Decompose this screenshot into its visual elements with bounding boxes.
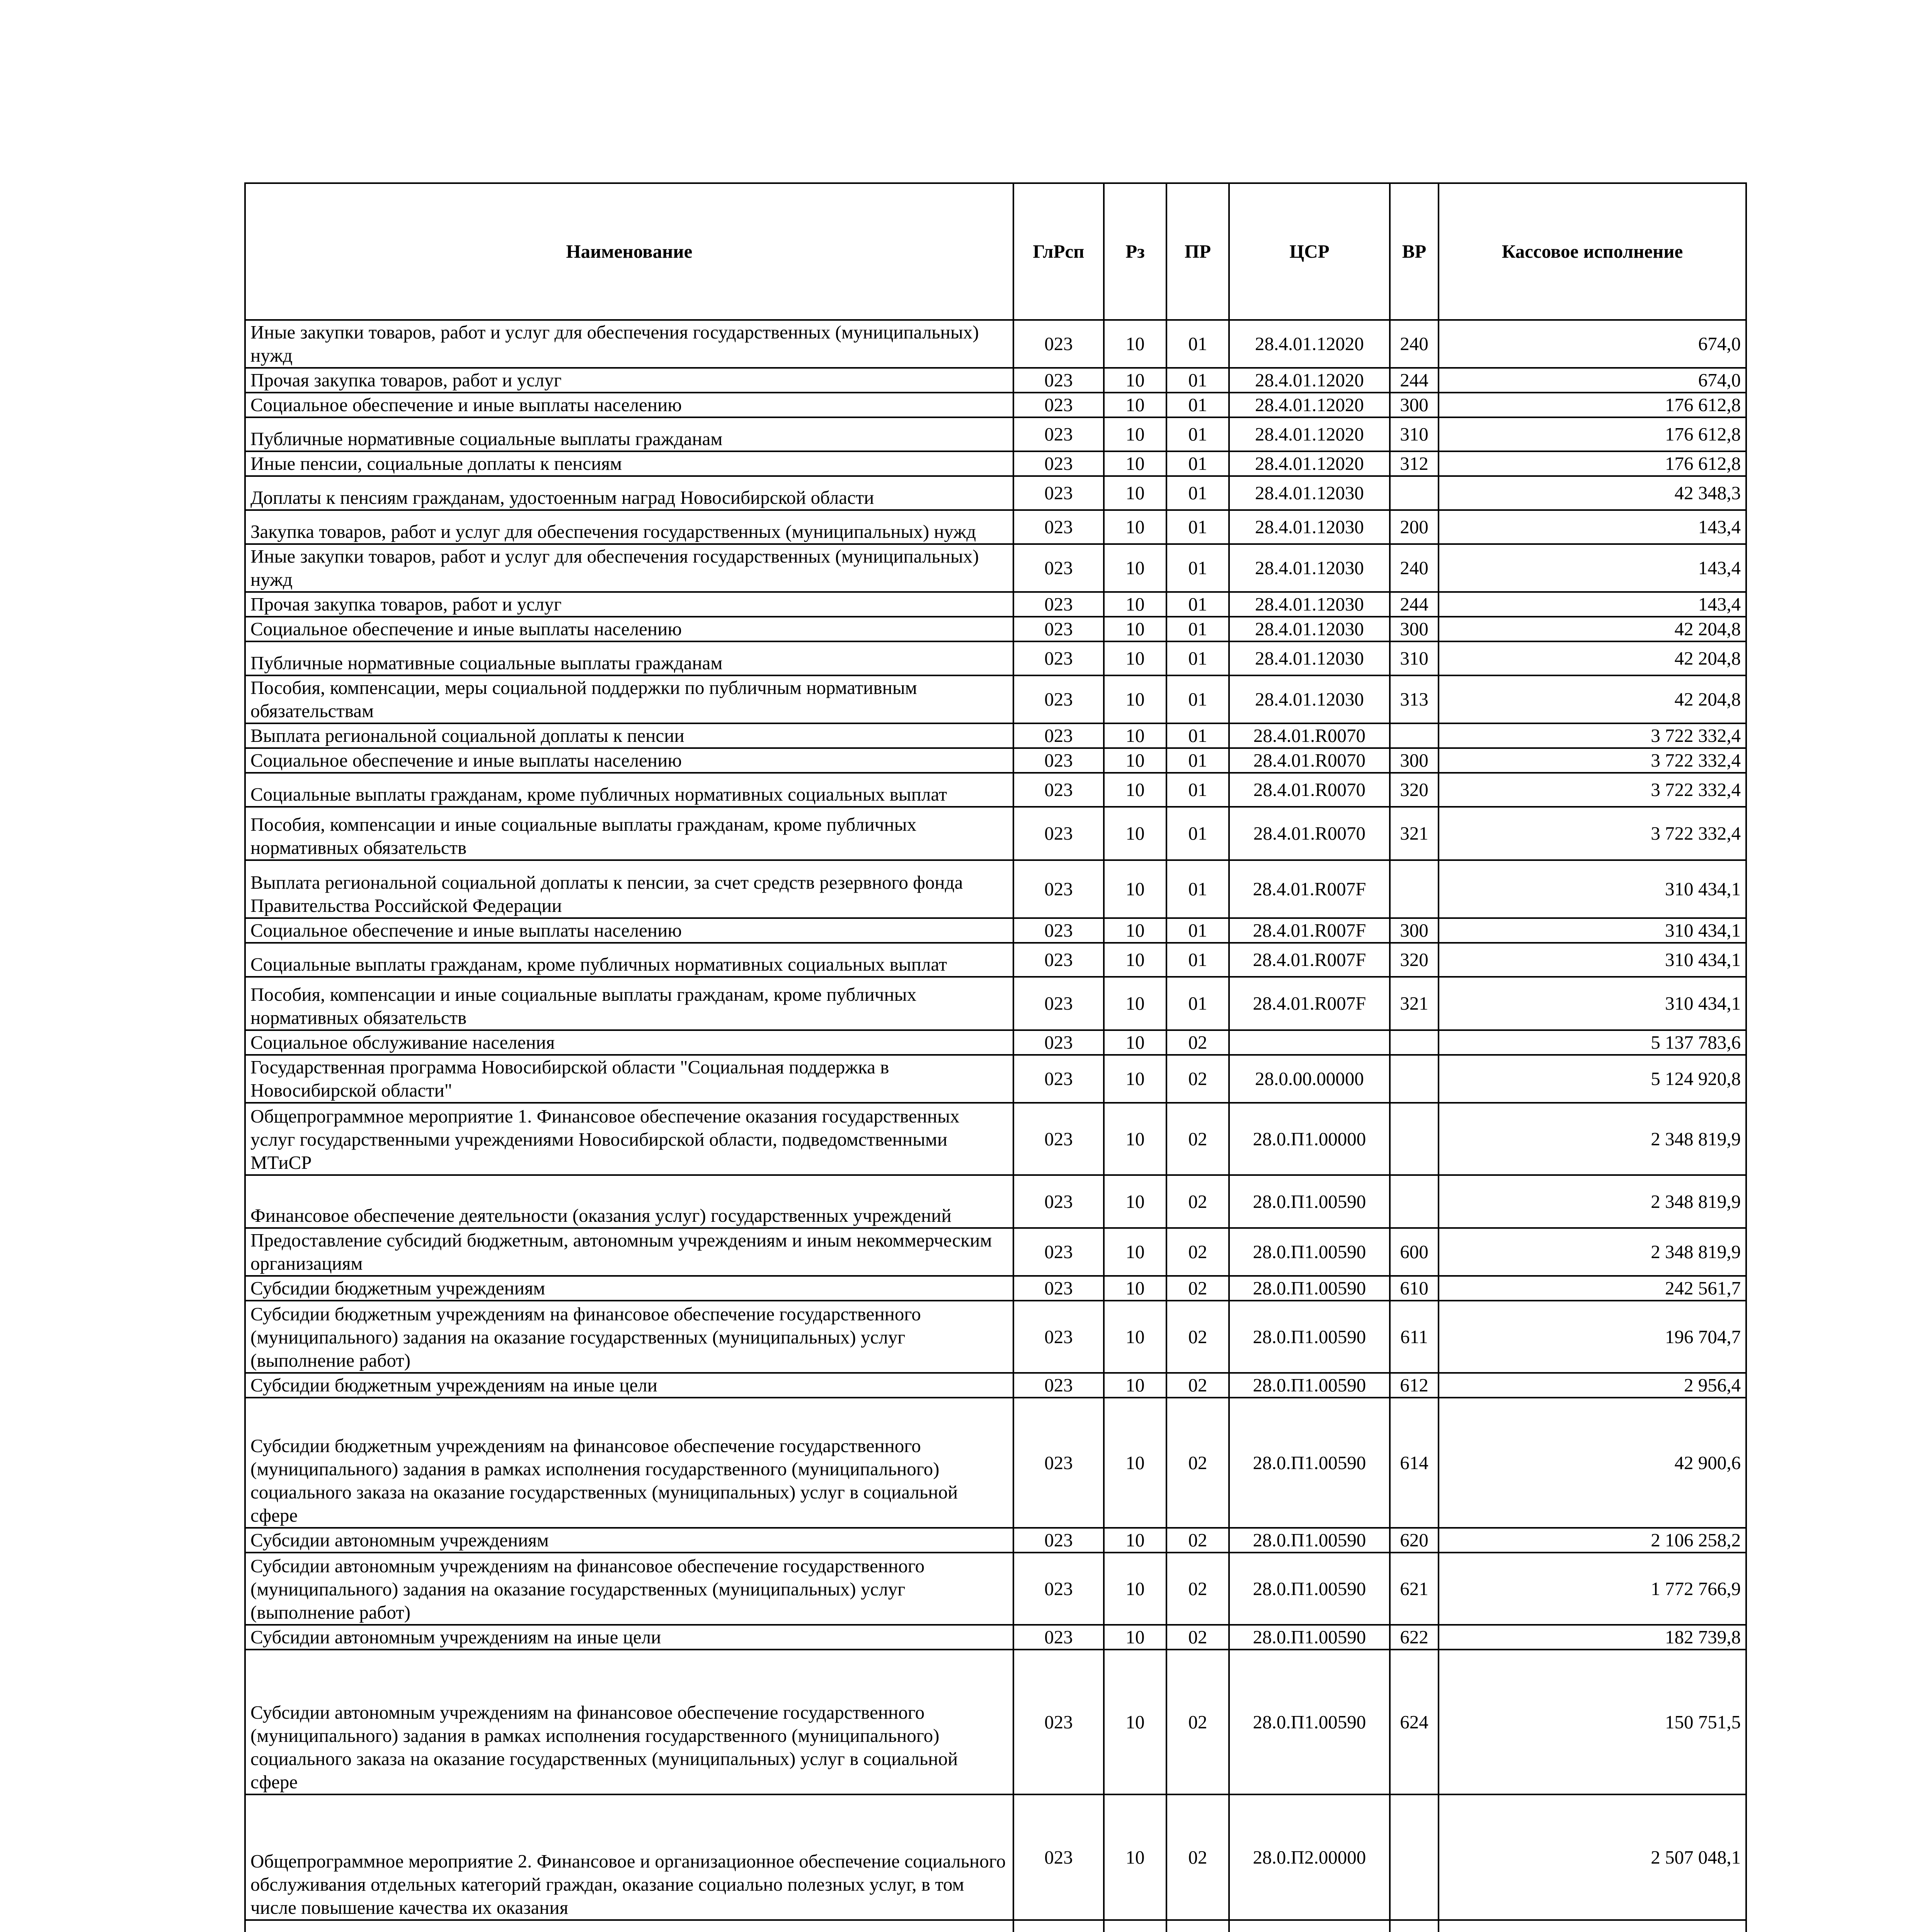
cell-vr: 310 bbox=[1390, 417, 1439, 451]
cell-pr: 02 bbox=[1166, 1030, 1229, 1055]
cell-csr: 28.4.01.12020 bbox=[1229, 368, 1390, 393]
cell-vr: 624 bbox=[1390, 1650, 1439, 1794]
cell-rz: 10 bbox=[1104, 1794, 1166, 1920]
cell-name: Социальное обеспечение и иные выплаты населению bbox=[245, 748, 1013, 773]
cell-csr: 28.0.П1.00590 bbox=[1229, 1625, 1390, 1650]
cell-amount: 3 722 332,4 bbox=[1439, 807, 1746, 860]
cell-vr bbox=[1390, 1920, 1439, 1932]
table-row bbox=[245, 1398, 1746, 1528]
cell-rz: 10 bbox=[1104, 1398, 1166, 1528]
table-row bbox=[245, 943, 1746, 977]
cell-vr: 300 bbox=[1390, 918, 1439, 943]
cell-glrsp: 023 bbox=[1013, 1030, 1104, 1055]
cell-rz: 10 bbox=[1104, 1055, 1166, 1103]
cell-vr bbox=[1390, 1055, 1439, 1103]
cell-glrsp: 023 bbox=[1013, 1228, 1104, 1276]
cell-vr: 611 bbox=[1390, 1301, 1439, 1373]
cell-amount: 310 434,1 bbox=[1439, 977, 1746, 1030]
table-row bbox=[245, 773, 1746, 807]
cell-csr bbox=[1229, 1030, 1390, 1055]
cell-glrsp: 023 bbox=[1013, 510, 1104, 544]
cell-glrsp: 023 bbox=[1013, 1055, 1104, 1103]
cell-vr: 244 bbox=[1390, 592, 1439, 617]
cell-vr: 244 bbox=[1390, 368, 1439, 393]
cell-amount: 42 204,8 bbox=[1439, 675, 1746, 723]
cell-pr: 01 bbox=[1166, 918, 1229, 943]
cell-amount: 2 348 819,9 bbox=[1439, 1175, 1746, 1228]
cell-rz bbox=[1104, 1920, 1166, 1932]
cell-name: Иные пенсии, социальные доплаты к пенсиям bbox=[245, 451, 1013, 476]
cell-vr: 610 bbox=[1390, 1276, 1439, 1301]
cell-name: Предоставление субсидий бюджетным, автономным учреждениям и иным некоммерческим организациям bbox=[245, 1228, 1013, 1276]
cell-pr: 01 bbox=[1166, 977, 1229, 1030]
cell-pr: 01 bbox=[1166, 320, 1229, 368]
cell-glrsp: 023 bbox=[1013, 1373, 1104, 1398]
cell-rz: 10 bbox=[1104, 592, 1166, 617]
cell-name: Социальное обеспечение и иные выплаты населению bbox=[245, 918, 1013, 943]
cell-csr: 28.4.01.12030 bbox=[1229, 617, 1390, 641]
cell-amount: 176 612,8 bbox=[1439, 451, 1746, 476]
cell-amount: 143,4 bbox=[1439, 544, 1746, 592]
cell-glrsp: 023 bbox=[1013, 1398, 1104, 1528]
table-row bbox=[245, 1650, 1746, 1794]
cell-glrsp: 023 bbox=[1013, 943, 1104, 977]
cell-name: Государственная программа Новосибирской области "Социальная поддержка в Новосибирской области" bbox=[245, 1055, 1013, 1103]
cell-name: Субсидии автономным учреждениям на финансовое обеспечение государственного (муниципального) задания на оказание государственных (муниципальных) услуг (выполнение работ) bbox=[245, 1553, 1013, 1625]
cell-name: Пособия, компенсации и иные социальные выплаты гражданам, кроме публичных нормативных обязательств bbox=[245, 977, 1013, 1030]
cell-amount: 2 348 819,9 bbox=[1439, 1228, 1746, 1276]
cell-rz: 10 bbox=[1104, 860, 1166, 918]
header-csr: ЦСР bbox=[1229, 183, 1390, 320]
cell-csr: 28.4.01.12030 bbox=[1229, 544, 1390, 592]
cell-name: Публичные нормативные социальные выплаты гражданам bbox=[245, 417, 1013, 451]
table-row bbox=[245, 748, 1746, 773]
cell-name bbox=[245, 1920, 1013, 1932]
cell-name: Субсидии бюджетным учреждениям на финансовое обеспечение государственного (муниципального) задания на оказание государственных (муниципальных) услуг (выполнение работ) bbox=[245, 1301, 1013, 1373]
cell-csr: 28.0.П1.00590 bbox=[1229, 1398, 1390, 1528]
cell-pr: 01 bbox=[1166, 451, 1229, 476]
cell-vr: 313 bbox=[1390, 675, 1439, 723]
cell-rz: 10 bbox=[1104, 1030, 1166, 1055]
table-row bbox=[245, 1228, 1746, 1276]
header-pr: ПР bbox=[1166, 183, 1229, 320]
cell-amount: 3 722 332,4 bbox=[1439, 773, 1746, 807]
cell-pr: 01 bbox=[1166, 860, 1229, 918]
cell-csr: 28.0.П1.00590 bbox=[1229, 1228, 1390, 1276]
cell-glrsp: 023 bbox=[1013, 592, 1104, 617]
cell-name: Иные закупки товаров, работ и услуг для обеспечения государственных (муниципальных) нужд bbox=[245, 544, 1013, 592]
cell-pr: 02 bbox=[1166, 1175, 1229, 1228]
table-row bbox=[245, 1625, 1746, 1650]
cell-csr: 28.4.01.R0070 bbox=[1229, 773, 1390, 807]
cell-vr bbox=[1390, 476, 1439, 510]
cell-glrsp: 023 bbox=[1013, 1301, 1104, 1373]
cell-amount: 42 204,8 bbox=[1439, 617, 1746, 641]
cell-csr: 28.4.01.R007F bbox=[1229, 943, 1390, 977]
cell-rz: 10 bbox=[1104, 1228, 1166, 1276]
cell-csr: 28.0.П1.00000 bbox=[1229, 1103, 1390, 1175]
table-header bbox=[245, 183, 1746, 320]
cell-glrsp: 023 bbox=[1013, 773, 1104, 807]
cell-name: Социальные выплаты гражданам, кроме публичных нормативных социальных выплат bbox=[245, 943, 1013, 977]
cell-csr: 28.4.01.12020 bbox=[1229, 320, 1390, 368]
cell-csr: 28.0.00.00000 bbox=[1229, 1055, 1390, 1103]
cell-csr: 28.4.01.12030 bbox=[1229, 641, 1390, 675]
cell-csr: 28.4.01.12030 bbox=[1229, 592, 1390, 617]
cell-amount: 150 751,5 bbox=[1439, 1650, 1746, 1794]
cell-vr: 622 bbox=[1390, 1625, 1439, 1650]
cell-name: Социальное обеспечение и иные выплаты населению bbox=[245, 393, 1013, 417]
cell-name: Публичные нормативные социальные выплаты гражданам bbox=[245, 641, 1013, 675]
cell-vr: 312 bbox=[1390, 451, 1439, 476]
cell-csr bbox=[1229, 1920, 1390, 1932]
cell-rz: 10 bbox=[1104, 641, 1166, 675]
cell-name: Социальное обеспечение и иные выплаты населению bbox=[245, 617, 1013, 641]
cell-name: Закупка товаров, работ и услуг для обеспечения государственных (муниципальных) нужд bbox=[245, 510, 1013, 544]
cell-pr: 01 bbox=[1166, 510, 1229, 544]
table-row bbox=[245, 1920, 1746, 1932]
cell-glrsp: 023 bbox=[1013, 544, 1104, 592]
cell-amount: 5 124 920,8 bbox=[1439, 1055, 1746, 1103]
cell-vr bbox=[1390, 1103, 1439, 1175]
cell-glrsp: 023 bbox=[1013, 641, 1104, 675]
cell-pr: 01 bbox=[1166, 723, 1229, 748]
cell-rz: 10 bbox=[1104, 393, 1166, 417]
cell-name: Выплата региональной социальной доплаты к пенсии bbox=[245, 723, 1013, 748]
header-name: Наименование bbox=[245, 183, 1013, 320]
cell-pr: 02 bbox=[1166, 1794, 1229, 1920]
cell-vr: 612 bbox=[1390, 1373, 1439, 1398]
cell-rz: 10 bbox=[1104, 807, 1166, 860]
cell-name: Иные закупки товаров, работ и услуг для обеспечения государственных (муниципальных) нужд bbox=[245, 320, 1013, 368]
cell-pr bbox=[1166, 1920, 1229, 1932]
cell-glrsp: 023 bbox=[1013, 1528, 1104, 1553]
cell-amount: 3 722 332,4 bbox=[1439, 723, 1746, 748]
cell-name: Социальные выплаты гражданам, кроме публичных нормативных социальных выплат bbox=[245, 773, 1013, 807]
cell-amount: 242 561,7 bbox=[1439, 1276, 1746, 1301]
cell-glrsp: 023 bbox=[1013, 393, 1104, 417]
table-row bbox=[245, 1175, 1746, 1228]
table-row bbox=[245, 1030, 1746, 1055]
cell-amount: 310 434,1 bbox=[1439, 943, 1746, 977]
cell-vr bbox=[1390, 723, 1439, 748]
cell-rz: 10 bbox=[1104, 1553, 1166, 1625]
cell-csr: 28.4.01.R007F bbox=[1229, 918, 1390, 943]
cell-pr: 01 bbox=[1166, 417, 1229, 451]
cell-name: Субсидии автономным учреждениям на иные цели bbox=[245, 1625, 1013, 1650]
cell-csr: 28.4.01.R0070 bbox=[1229, 748, 1390, 773]
cell-rz: 10 bbox=[1104, 918, 1166, 943]
cell-pr: 01 bbox=[1166, 773, 1229, 807]
cell-glrsp bbox=[1013, 1920, 1104, 1932]
cell-amount: 2 106 258,2 bbox=[1439, 1528, 1746, 1553]
table-row bbox=[245, 1301, 1746, 1373]
cell-rz: 10 bbox=[1104, 675, 1166, 723]
cell-glrsp: 023 bbox=[1013, 320, 1104, 368]
cell-glrsp: 023 bbox=[1013, 1276, 1104, 1301]
table-row bbox=[245, 393, 1746, 417]
table-row bbox=[245, 675, 1746, 723]
cell-name: Субсидии автономным учреждениям на финансовое обеспечение государственного (муниципального) задания в рамках исполнения государственного (муниципального) социального заказа на оказание государственных (муниципальных) услуг в социальной сфере bbox=[245, 1650, 1013, 1794]
cell-vr bbox=[1390, 860, 1439, 918]
cell-pr: 01 bbox=[1166, 943, 1229, 977]
cell-amount: 42 348,3 bbox=[1439, 476, 1746, 510]
cell-name: Пособия, компенсации, меры социальной поддержки по публичным нормативным обязательствам bbox=[245, 675, 1013, 723]
table-row bbox=[245, 1276, 1746, 1301]
table-row bbox=[245, 977, 1746, 1030]
cell-vr: 300 bbox=[1390, 393, 1439, 417]
cell-vr: 200 bbox=[1390, 510, 1439, 544]
cell-rz: 10 bbox=[1104, 1301, 1166, 1373]
cell-amount: 176 612,8 bbox=[1439, 393, 1746, 417]
table-row bbox=[245, 617, 1746, 641]
cell-glrsp: 023 bbox=[1013, 918, 1104, 943]
cell-name: Прочая закупка товаров, работ и услуг bbox=[245, 592, 1013, 617]
cell-vr: 320 bbox=[1390, 943, 1439, 977]
cell-amount: 143,4 bbox=[1439, 592, 1746, 617]
cell-csr: 28.4.01.12020 bbox=[1229, 393, 1390, 417]
cell-amount: 42 900,6 bbox=[1439, 1398, 1746, 1528]
cell-pr: 01 bbox=[1166, 675, 1229, 723]
cell-pr: 01 bbox=[1166, 641, 1229, 675]
cell-csr: 28.4.01.R007F bbox=[1229, 860, 1390, 918]
cell-pr: 02 bbox=[1166, 1055, 1229, 1103]
cell-pr: 01 bbox=[1166, 544, 1229, 592]
cell-csr: 28.0.П1.00590 bbox=[1229, 1276, 1390, 1301]
cell-rz: 10 bbox=[1104, 977, 1166, 1030]
header-rz: Рз bbox=[1104, 183, 1166, 320]
cell-rz: 10 bbox=[1104, 943, 1166, 977]
cell-pr: 01 bbox=[1166, 368, 1229, 393]
table-body bbox=[245, 320, 1746, 1932]
table-row bbox=[245, 451, 1746, 476]
cell-glrsp: 023 bbox=[1013, 617, 1104, 641]
cell-rz: 10 bbox=[1104, 617, 1166, 641]
cell-amount: 3 722 332,4 bbox=[1439, 748, 1746, 773]
cell-name: Общепрограммное мероприятие 2. Финансовое и организационное обеспечение социального обслуживания отдельных категорий граждан, оказание социально полезных услуг, в том числе повышение качества их оказания bbox=[245, 1794, 1013, 1920]
cell-glrsp: 023 bbox=[1013, 1553, 1104, 1625]
cell-rz: 10 bbox=[1104, 451, 1166, 476]
cell-rz: 10 bbox=[1104, 417, 1166, 451]
cell-glrsp: 023 bbox=[1013, 1625, 1104, 1650]
table-row bbox=[245, 1553, 1746, 1625]
header-amount: Кассовое исполнение bbox=[1439, 183, 1746, 320]
cell-rz: 10 bbox=[1104, 544, 1166, 592]
cell-glrsp: 023 bbox=[1013, 476, 1104, 510]
cell-amount: 5 137 783,6 bbox=[1439, 1030, 1746, 1055]
cell-amount: 2 956,4 bbox=[1439, 1373, 1746, 1398]
table-row bbox=[245, 1794, 1746, 1920]
cell-pr: 01 bbox=[1166, 592, 1229, 617]
cell-csr: 28.0.П1.00590 bbox=[1229, 1528, 1390, 1553]
table-row bbox=[245, 320, 1746, 368]
table-row bbox=[245, 807, 1746, 860]
cell-name: Субсидии бюджетным учреждениям bbox=[245, 1276, 1013, 1301]
cell-amount: 2 507 048,1 bbox=[1439, 1794, 1746, 1920]
cell-csr: 28.4.01.12020 bbox=[1229, 451, 1390, 476]
cell-csr: 28.0.П1.00590 bbox=[1229, 1650, 1390, 1794]
table-row bbox=[245, 1528, 1746, 1553]
cell-rz: 10 bbox=[1104, 773, 1166, 807]
cell-amount: 674,0 bbox=[1439, 320, 1746, 368]
table-row bbox=[245, 476, 1746, 510]
table-row bbox=[245, 417, 1746, 451]
cell-pr: 01 bbox=[1166, 748, 1229, 773]
cell-pr: 01 bbox=[1166, 807, 1229, 860]
cell-pr: 02 bbox=[1166, 1650, 1229, 1794]
cell-name: Пособия, компенсации и иные социальные выплаты гражданам, кроме публичных нормативных обязательств bbox=[245, 807, 1013, 860]
cell-rz: 10 bbox=[1104, 1528, 1166, 1553]
cell-amount: 310 434,1 bbox=[1439, 918, 1746, 943]
cell-name: Субсидии автономным учреждениям bbox=[245, 1528, 1013, 1553]
cell-amount bbox=[1439, 1920, 1746, 1932]
cell-rz: 10 bbox=[1104, 1650, 1166, 1794]
cell-amount: 42 204,8 bbox=[1439, 641, 1746, 675]
cell-glrsp: 023 bbox=[1013, 748, 1104, 773]
cell-rz: 10 bbox=[1104, 1103, 1166, 1175]
cell-rz: 10 bbox=[1104, 510, 1166, 544]
cell-name: Выплата региональной социальной доплаты к пенсии, за счет средств резервного фонда Правительства Российской Федерации bbox=[245, 860, 1013, 918]
cell-csr: 28.4.01.R0070 bbox=[1229, 723, 1390, 748]
cell-vr bbox=[1390, 1175, 1439, 1228]
cell-amount: 176 612,8 bbox=[1439, 417, 1746, 451]
cell-pr: 02 bbox=[1166, 1103, 1229, 1175]
table-row bbox=[245, 723, 1746, 748]
cell-vr: 310 bbox=[1390, 641, 1439, 675]
cell-csr: 28.4.01.R007F bbox=[1229, 977, 1390, 1030]
cell-vr: 320 bbox=[1390, 773, 1439, 807]
cell-pr: 02 bbox=[1166, 1398, 1229, 1528]
table-row bbox=[245, 510, 1746, 544]
cell-csr: 28.0.П1.00590 bbox=[1229, 1301, 1390, 1373]
cell-rz: 10 bbox=[1104, 1373, 1166, 1398]
cell-glrsp: 023 bbox=[1013, 1103, 1104, 1175]
cell-pr: 01 bbox=[1166, 476, 1229, 510]
cell-pr: 02 bbox=[1166, 1625, 1229, 1650]
cell-name: Субсидии бюджетным учреждениям на финансовое обеспечение государственного (муниципального) задания в рамках исполнения государственного (муниципального) социального заказа на оказание государственных (муниципальных) услуг в социальной сфере bbox=[245, 1398, 1013, 1528]
cell-name: Финансовое обеспечение деятельности (оказания услуг) государственных учреждений bbox=[245, 1175, 1013, 1228]
cell-glrsp: 023 bbox=[1013, 368, 1104, 393]
cell-csr: 28.4.01.12020 bbox=[1229, 417, 1390, 451]
cell-glrsp: 023 bbox=[1013, 1794, 1104, 1920]
cell-vr: 321 bbox=[1390, 977, 1439, 1030]
cell-vr bbox=[1390, 1030, 1439, 1055]
budget-execution-table bbox=[244, 182, 1747, 1932]
table-row bbox=[245, 918, 1746, 943]
table-row bbox=[245, 544, 1746, 592]
cell-csr: 28.0.П1.00590 bbox=[1229, 1373, 1390, 1398]
cell-csr: 28.4.01.R0070 bbox=[1229, 807, 1390, 860]
cell-rz: 10 bbox=[1104, 748, 1166, 773]
cell-vr: 621 bbox=[1390, 1553, 1439, 1625]
table-row bbox=[245, 368, 1746, 393]
cell-csr: 28.4.01.12030 bbox=[1229, 675, 1390, 723]
cell-pr: 01 bbox=[1166, 617, 1229, 641]
cell-rz: 10 bbox=[1104, 1175, 1166, 1228]
cell-rz: 10 bbox=[1104, 476, 1166, 510]
cell-vr bbox=[1390, 1794, 1439, 1920]
cell-amount: 310 434,1 bbox=[1439, 860, 1746, 918]
cell-glrsp: 023 bbox=[1013, 807, 1104, 860]
cell-rz: 10 bbox=[1104, 368, 1166, 393]
cell-csr: 28.0.П1.00590 bbox=[1229, 1553, 1390, 1625]
cell-glrsp: 023 bbox=[1013, 1650, 1104, 1794]
cell-name: Прочая закупка товаров, работ и услуг bbox=[245, 368, 1013, 393]
cell-amount: 2 348 819,9 bbox=[1439, 1103, 1746, 1175]
cell-amount: 1 772 766,9 bbox=[1439, 1553, 1746, 1625]
cell-pr: 02 bbox=[1166, 1301, 1229, 1373]
cell-name: Субсидии бюджетным учреждениям на иные цели bbox=[245, 1373, 1013, 1398]
cell-pr: 02 bbox=[1166, 1373, 1229, 1398]
cell-glrsp: 023 bbox=[1013, 977, 1104, 1030]
cell-vr: 300 bbox=[1390, 748, 1439, 773]
table-row bbox=[245, 1055, 1746, 1103]
cell-amount: 182 739,8 bbox=[1439, 1625, 1746, 1650]
table-row bbox=[245, 1103, 1746, 1175]
cell-vr: 321 bbox=[1390, 807, 1439, 860]
cell-pr: 02 bbox=[1166, 1553, 1229, 1625]
cell-amount: 196 704,7 bbox=[1439, 1301, 1746, 1373]
table-row bbox=[245, 1373, 1746, 1398]
header-glrsp: ГлРсп bbox=[1013, 183, 1104, 320]
cell-rz: 10 bbox=[1104, 1625, 1166, 1650]
cell-rz: 10 bbox=[1104, 320, 1166, 368]
table-row bbox=[245, 641, 1746, 675]
cell-csr: 28.0.П1.00590 bbox=[1229, 1175, 1390, 1228]
cell-amount: 674,0 bbox=[1439, 368, 1746, 393]
cell-pr: 02 bbox=[1166, 1228, 1229, 1276]
cell-vr: 240 bbox=[1390, 320, 1439, 368]
cell-vr: 620 bbox=[1390, 1528, 1439, 1553]
cell-glrsp: 023 bbox=[1013, 860, 1104, 918]
cell-vr: 240 bbox=[1390, 544, 1439, 592]
header-vr: ВР bbox=[1390, 183, 1439, 320]
cell-vr: 600 bbox=[1390, 1228, 1439, 1276]
cell-vr: 614 bbox=[1390, 1398, 1439, 1528]
cell-glrsp: 023 bbox=[1013, 1175, 1104, 1228]
cell-pr: 02 bbox=[1166, 1528, 1229, 1553]
cell-glrsp: 023 bbox=[1013, 675, 1104, 723]
cell-pr: 02 bbox=[1166, 1276, 1229, 1301]
cell-glrsp: 023 bbox=[1013, 723, 1104, 748]
cell-name: Доплаты к пенсиям гражданам, удостоенным наград Новосибирской области bbox=[245, 476, 1013, 510]
cell-name: Общепрограммное мероприятие 1. Финансовое обеспечение оказания государственных услуг государственными учреждениями Новосибирской области, подведомственными МТиСР bbox=[245, 1103, 1013, 1175]
cell-csr: 28.0.П2.00000 bbox=[1229, 1794, 1390, 1920]
cell-name: Социальное обслуживание населения bbox=[245, 1030, 1013, 1055]
cell-glrsp: 023 bbox=[1013, 451, 1104, 476]
cell-rz: 10 bbox=[1104, 1276, 1166, 1301]
table-row bbox=[245, 592, 1746, 617]
cell-csr: 28.4.01.12030 bbox=[1229, 510, 1390, 544]
cell-pr: 01 bbox=[1166, 393, 1229, 417]
cell-glrsp: 023 bbox=[1013, 417, 1104, 451]
cell-rz: 10 bbox=[1104, 723, 1166, 748]
cell-csr: 28.4.01.12030 bbox=[1229, 476, 1390, 510]
cell-amount: 143,4 bbox=[1439, 510, 1746, 544]
cell-vr: 300 bbox=[1390, 617, 1439, 641]
table-row bbox=[245, 860, 1746, 918]
